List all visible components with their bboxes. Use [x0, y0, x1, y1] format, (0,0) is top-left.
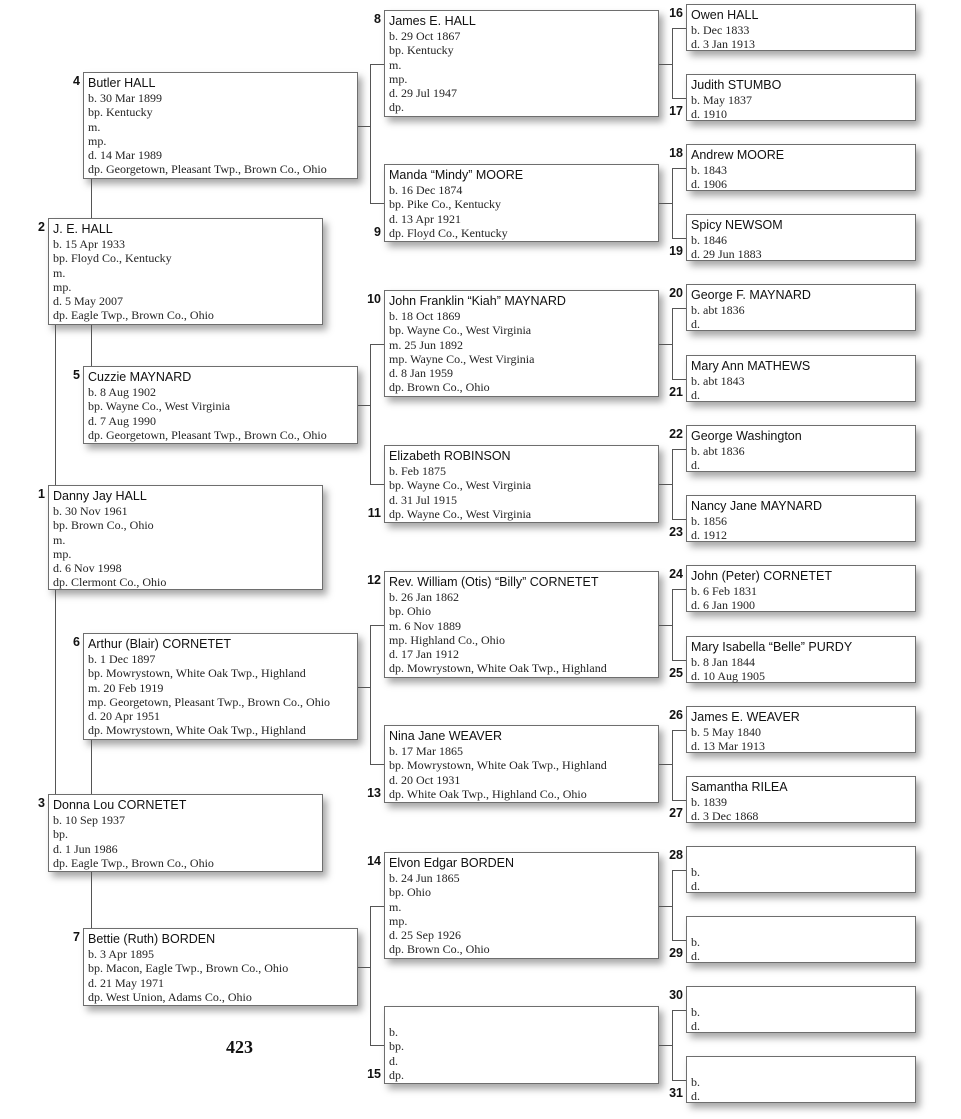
connector-line: [672, 168, 673, 239]
person-detail: d. 13 Mar 1913: [691, 739, 765, 754]
person-name: Spicy NEWSOM: [691, 218, 783, 232]
person-detail: d. 3 Dec 1868: [691, 809, 759, 824]
connector-line: [672, 660, 686, 661]
person-number: 6: [73, 635, 80, 649]
person-detail: dp. Georgetown, Pleasant Twp., Brown Co., Ohio: [88, 162, 327, 177]
person-number: 10: [367, 292, 381, 306]
person-number: 16: [669, 6, 683, 20]
person-detail: m.: [389, 899, 402, 914]
person-detail: bp. Wayne Co., West Virginia: [389, 323, 532, 338]
person-box-10[interactable]: [384, 290, 659, 397]
person-box-26[interactable]: [686, 706, 916, 753]
person-number: 25: [669, 666, 683, 680]
connector-line: [672, 800, 686, 801]
person-detail: d.: [389, 1053, 398, 1068]
person-detail: bp. Brown Co., Ohio: [53, 518, 154, 533]
person-detail: b. 17 Mar 1865: [389, 744, 463, 758]
person-name: [389, 1009, 654, 1025]
person-detail: d. 3 Jan 1913: [691, 37, 755, 52]
person-box-17[interactable]: [686, 74, 916, 121]
person-name: Nancy Jane MAYNARD: [691, 499, 823, 513]
connector-line: [672, 1080, 686, 1081]
connector-line: [55, 590, 56, 794]
connector-line: [358, 405, 370, 406]
person-box-25[interactable]: [686, 636, 916, 683]
person-detail: mp.: [88, 133, 107, 148]
person-detail: d. 5 May 2007: [53, 294, 123, 309]
person-detail: b. Feb 1875: [389, 464, 446, 478]
person-box-22[interactable]: [686, 425, 916, 472]
person-detail: b. 1856: [691, 514, 727, 528]
person-detail: dp. Brown Co., Ohio: [389, 380, 490, 395]
person-detail: d.: [691, 879, 700, 894]
person-detail: b. 24 Jun 1865: [389, 871, 460, 885]
person-detail: d.: [691, 1089, 700, 1104]
person-detail: m.: [53, 532, 66, 547]
connector-line: [358, 687, 370, 688]
connector-line: [672, 449, 673, 520]
person-detail: d. 1912: [691, 528, 727, 543]
person-detail: d. 8 Jan 1959: [389, 366, 453, 381]
connector-line: [672, 730, 686, 731]
person-detail: m.: [389, 57, 402, 72]
person-box-21[interactable]: [686, 355, 916, 402]
connector-line: [370, 64, 384, 65]
person-box-8[interactable]: [384, 10, 659, 117]
person-name: Judith STUMBO: [691, 78, 782, 92]
person-detail: dp. Mowrystown, White Oak Twp., Highland: [389, 661, 607, 676]
person-number: 4: [73, 74, 80, 88]
connector-line: [659, 64, 672, 65]
person-detail: d.: [691, 458, 700, 473]
person-box-1[interactable]: [48, 485, 323, 590]
connector-line: [672, 1010, 673, 1081]
connector-line: [91, 872, 92, 928]
person-name: Samantha RILEA: [691, 780, 788, 794]
person-name: John Franklin “Kiah” MAYNARD: [389, 294, 566, 308]
person-detail: dp.: [389, 1067, 404, 1082]
connector-line: [370, 906, 371, 1046]
connector-line: [659, 625, 672, 626]
person-name: Danny Jay HALL: [53, 489, 147, 503]
person-name: [691, 849, 911, 865]
person-detail: bp. Macon, Eagle Twp., Brown Co., Ohio: [88, 961, 289, 976]
person-detail: d. 13 Apr 1921: [389, 211, 461, 226]
person-number: 3: [38, 796, 45, 810]
person-detail: d. 1910: [691, 107, 727, 122]
person-detail: mp. Wayne Co., West Virginia: [389, 351, 535, 366]
connector-line: [659, 906, 672, 907]
connector-line: [358, 126, 370, 127]
person-detail: bp. Kentucky: [88, 105, 153, 120]
connector-line: [91, 179, 92, 218]
person-detail: b.: [691, 1005, 700, 1019]
connector-line: [672, 730, 673, 801]
person-detail: dp. Eagle Twp., Brown Co., Ohio: [53, 855, 214, 870]
connector-line: [91, 740, 92, 794]
person-detail: b.: [691, 1075, 700, 1089]
person-box-2[interactable]: [48, 218, 323, 325]
person-detail: b. 10 Sep 1937: [53, 813, 125, 827]
person-name: Mary Ann MATHEWS: [691, 359, 811, 373]
person-detail: b.: [691, 865, 700, 879]
connector-line: [370, 484, 384, 485]
person-detail: bp. Floyd Co., Kentucky: [53, 251, 172, 266]
person-detail: b. 26 Jan 1862: [389, 590, 459, 604]
person-number: 7: [73, 930, 80, 944]
person-number: 14: [367, 854, 381, 868]
person-name: James E. HALL: [389, 14, 476, 28]
person-box-5[interactable]: [83, 366, 358, 444]
person-detail: b. 1 Dec 1897: [88, 652, 156, 666]
person-detail: b. 16 Dec 1874: [389, 183, 463, 197]
connector-line: [672, 870, 673, 941]
person-name: Mary Isabella “Belle” PURDY: [691, 640, 853, 654]
person-name: George Washington: [691, 429, 802, 443]
person-box-14[interactable]: [384, 852, 659, 959]
person-name: John (Peter) CORNETET: [691, 569, 833, 583]
person-detail: d. 29 Jul 1947: [389, 86, 458, 101]
person-name: [691, 989, 911, 1005]
person-box-28[interactable]: [686, 846, 916, 893]
connector-line: [672, 940, 686, 941]
person-detail: mp.: [389, 71, 408, 86]
person-detail: d. 21 May 1971: [88, 975, 164, 990]
page-number: 423: [226, 1037, 253, 1057]
person-detail: bp. Pike Co., Kentucky: [389, 197, 501, 212]
connector-line: [659, 344, 672, 345]
person-box-13[interactable]: [384, 725, 659, 803]
person-name: Nina Jane WEAVER: [389, 729, 503, 743]
person-detail: d. 1906: [691, 177, 727, 192]
person-detail: mp.: [389, 913, 408, 928]
person-detail: b. 30 Mar 1899: [88, 91, 162, 105]
connector-line: [659, 764, 672, 765]
person-detail: m.: [53, 265, 66, 280]
person-number: 22: [669, 427, 683, 441]
person-detail: bp.: [53, 827, 68, 842]
person-number: 19: [669, 244, 683, 258]
person-detail: mp. Highland Co., Ohio: [389, 632, 505, 647]
person-detail: dp. West Union, Adams Co., Ohio: [88, 989, 252, 1004]
connector-line: [370, 764, 384, 765]
person-box-24[interactable]: [686, 565, 916, 612]
person-name: Donna Lou CORNETET: [53, 798, 187, 812]
person-detail: b.: [691, 935, 700, 949]
person-detail: m. 25 Jun 1892: [389, 337, 464, 352]
person-box-27[interactable]: [686, 776, 916, 823]
connector-line: [672, 870, 686, 871]
person-name: J. E. HALL: [53, 222, 113, 236]
person-name: George F. MAYNARD: [691, 288, 811, 302]
person-name: [691, 1059, 911, 1075]
person-name: Rev. William (Otis) “Billy” CORNETET: [389, 575, 599, 589]
person-number: 1: [38, 487, 45, 501]
connector-line: [672, 1010, 686, 1011]
person-number: 28: [669, 848, 683, 862]
person-detail: b. 30 Nov 1961: [53, 504, 128, 518]
person-name: Owen HALL: [691, 8, 759, 22]
person-detail: d. 25 Sep 1926: [389, 928, 461, 943]
person-detail: bp. Wayne Co., West Virginia: [389, 478, 532, 493]
person-number: 13: [367, 786, 381, 800]
person-number: 21: [669, 385, 683, 399]
connector-line: [55, 325, 56, 485]
person-name: Cuzzie MAYNARD: [88, 370, 192, 384]
person-number: 29: [669, 946, 683, 960]
person-detail: d.: [691, 388, 700, 403]
person-number: 12: [367, 573, 381, 587]
person-box-9[interactable]: [384, 164, 659, 242]
person-number: 24: [669, 567, 683, 581]
person-box-15[interactable]: [384, 1006, 659, 1084]
person-box-30[interactable]: [686, 986, 916, 1033]
person-number: 27: [669, 806, 683, 820]
person-number: 20: [669, 286, 683, 300]
person-number: 9: [374, 225, 381, 239]
person-number: 5: [73, 368, 80, 382]
person-detail: dp. Eagle Twp., Brown Co., Ohio: [53, 308, 214, 323]
person-number: 31: [669, 1086, 683, 1100]
connector-line: [672, 589, 673, 661]
person-number: 23: [669, 525, 683, 539]
person-detail: b. May 1837: [691, 93, 752, 107]
person-detail: d. 31 Jul 1915: [389, 492, 458, 507]
person-name: Elizabeth ROBINSON: [389, 449, 511, 463]
person-detail: dp. Georgetown, Pleasant Twp., Brown Co., Ohio: [88, 427, 327, 442]
person-box-16[interactable]: [686, 4, 916, 51]
connector-line: [672, 519, 686, 520]
connector-line: [659, 484, 672, 485]
person-number: 26: [669, 708, 683, 722]
connector-line: [370, 625, 384, 626]
person-detail: dp. Mowrystown, White Oak Twp., Highland: [88, 723, 306, 738]
connector-line: [370, 625, 371, 765]
connector-line: [358, 967, 370, 968]
person-detail: mp.: [53, 279, 72, 294]
connector-line: [672, 308, 686, 309]
connector-line: [370, 64, 371, 204]
person-detail: bp. Wayne Co., West Virginia: [88, 399, 231, 414]
person-box-4[interactable]: [83, 72, 358, 179]
person-detail: b. 29 Oct 1867: [389, 29, 461, 43]
person-detail: m.: [88, 119, 101, 134]
person-name: Manda “Mindy” MOORE: [389, 168, 524, 182]
person-detail: d. 1 Jun 1986: [53, 841, 118, 856]
person-detail: b. abt 1836: [691, 444, 745, 458]
connector-line: [370, 1045, 384, 1046]
connector-line: [672, 168, 686, 169]
person-number: 11: [367, 506, 381, 520]
person-detail: d. 20 Oct 1931: [389, 772, 461, 787]
person-box-7[interactable]: [83, 928, 358, 1006]
person-detail: bp. Ohio: [389, 604, 431, 619]
connector-line: [672, 379, 686, 380]
person-detail: m. 20 Feb 1919: [88, 680, 164, 695]
person-box-12[interactable]: [384, 571, 659, 678]
person-detail: b. 1839: [691, 795, 727, 809]
person-detail: d.: [691, 317, 700, 332]
person-number: 15: [367, 1067, 381, 1081]
person-detail: dp. Floyd Co., Kentucky: [389, 225, 508, 240]
person-box-31[interactable]: [686, 1056, 916, 1103]
person-box-29[interactable]: [686, 916, 916, 963]
person-detail: b.: [389, 1025, 398, 1039]
connector-line: [672, 589, 686, 590]
person-detail: b. 1846: [691, 233, 727, 247]
person-detail: bp. Mowrystown, White Oak Twp., Highland: [389, 758, 607, 773]
person-name: Andrew MOORE: [691, 148, 785, 162]
person-detail: b. 3 Apr 1895: [88, 947, 154, 961]
person-detail: b. Dec 1833: [691, 23, 750, 37]
person-name: [691, 919, 911, 935]
person-name: Butler HALL: [88, 76, 156, 90]
connector-line: [370, 344, 384, 345]
person-name: Arthur (Blair) CORNETET: [88, 637, 232, 651]
person-detail: d. 14 Mar 1989: [88, 148, 162, 163]
person-number: 18: [669, 146, 683, 160]
person-box-19[interactable]: [686, 214, 916, 261]
connector-line: [672, 238, 686, 239]
person-box-11[interactable]: [384, 445, 659, 523]
person-box-3[interactable]: [48, 794, 323, 872]
person-detail: bp. Mowrystown, White Oak Twp., Highland: [88, 666, 306, 681]
person-detail: d. 20 Apr 1951: [88, 709, 160, 724]
person-detail: b. 18 Oct 1869: [389, 309, 461, 323]
person-detail: bp. Kentucky: [389, 43, 454, 58]
person-detail: mp. Georgetown, Pleasant Twp., Brown Co., Ohio: [88, 694, 331, 709]
connector-line: [659, 203, 672, 204]
person-detail: bp. Ohio: [389, 885, 431, 900]
person-detail: mp.: [53, 546, 72, 561]
connector-line: [672, 449, 686, 450]
person-detail: d. 29 Jun 1883: [691, 247, 762, 262]
person-detail: d. 6 Jan 1900: [691, 598, 755, 613]
person-name: Bettie (Ruth) BORDEN: [88, 932, 216, 946]
connector-line: [370, 344, 371, 485]
person-box-6[interactable]: [83, 633, 358, 740]
connector-line: [370, 203, 384, 204]
person-detail: dp. Clermont Co., Ohio: [53, 575, 167, 590]
person-detail: b. abt 1843: [691, 374, 745, 388]
person-detail: d.: [691, 949, 700, 964]
person-number: 2: [38, 220, 45, 234]
connector-line: [370, 906, 384, 907]
person-detail: b. 1843: [691, 163, 727, 177]
person-name: Elvon Edgar BORDEN: [389, 856, 515, 870]
person-detail: dp. Brown Co., Ohio: [389, 942, 490, 957]
person-detail: b. 15 Apr 1933: [53, 237, 125, 251]
person-detail: b. 6 Feb 1831: [691, 584, 757, 598]
person-detail: b. 5 May 1840: [691, 725, 761, 739]
person-number: 8: [374, 12, 381, 26]
person-detail: dp.: [389, 100, 404, 115]
connector-line: [672, 98, 686, 99]
connector-line: [672, 28, 673, 99]
connector-line: [91, 325, 92, 366]
person-detail: b. 8 Aug 1902: [88, 385, 157, 399]
connector-line: [672, 308, 673, 380]
person-detail: b. abt 1836: [691, 303, 745, 317]
person-detail: d. 7 Aug 1990: [88, 413, 157, 428]
person-detail: d.: [691, 1019, 700, 1034]
connector-line: [659, 1045, 672, 1046]
person-name: James E. WEAVER: [691, 710, 800, 724]
person-detail: bp.: [389, 1039, 404, 1054]
person-detail: d. 6 Nov 1998: [53, 561, 122, 576]
person-box-23[interactable]: [686, 495, 916, 542]
person-detail: dp. White Oak Twp., Highland Co., Ohio: [389, 786, 587, 801]
person-box-20[interactable]: [686, 284, 916, 331]
person-number: 30: [669, 988, 683, 1002]
person-detail: d. 10 Aug 1905: [691, 669, 766, 684]
person-detail: m. 6 Nov 1889: [389, 618, 461, 633]
person-detail: d. 17 Jan 1912: [389, 647, 459, 662]
connector-line: [672, 28, 686, 29]
person-number: 17: [669, 104, 683, 118]
person-box-18[interactable]: [686, 144, 916, 191]
person-detail: b. 8 Jan 1844: [691, 655, 755, 669]
person-detail: dp. Wayne Co., West Virginia: [389, 506, 532, 521]
